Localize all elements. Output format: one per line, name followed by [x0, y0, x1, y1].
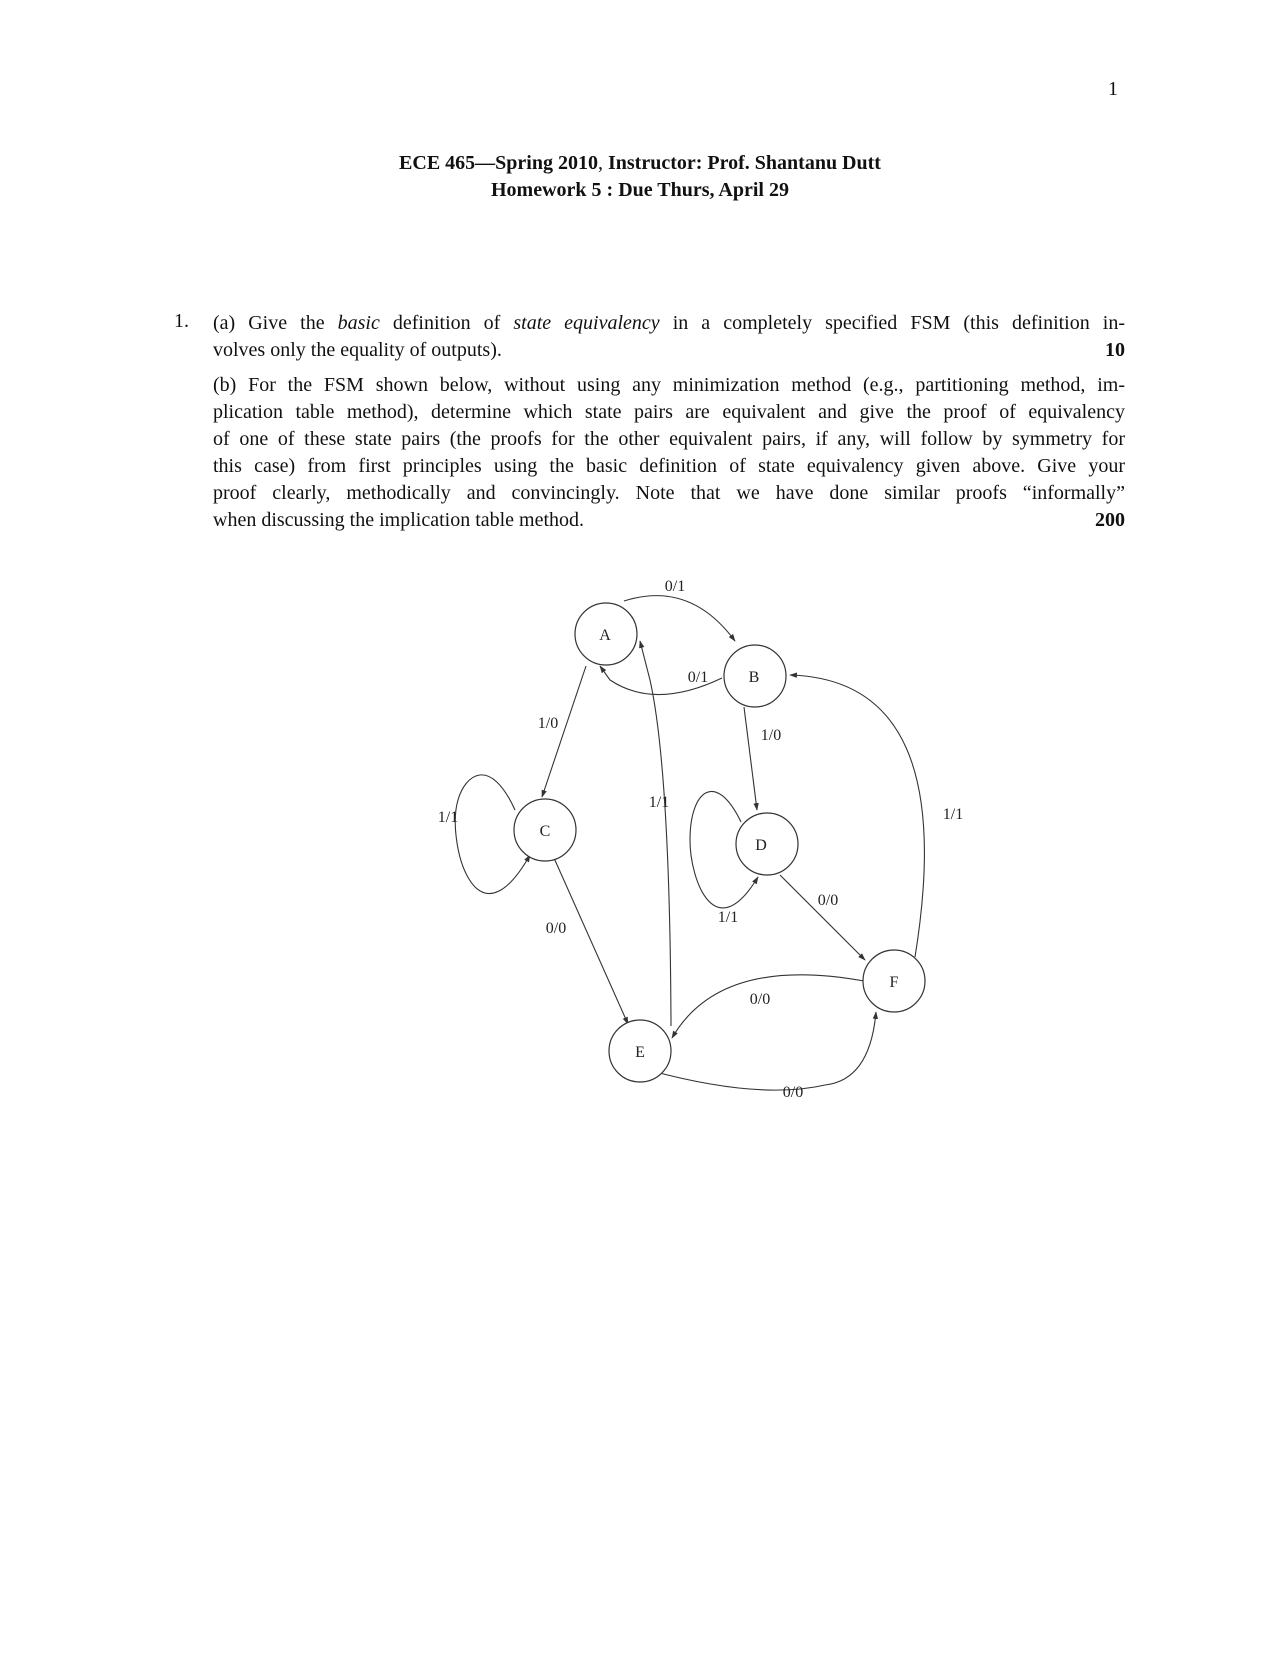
part-b-line: proof clearly, methodically and convincingly. Note that we have done similar proofs “informally”	[213, 482, 1125, 504]
part-b-line: this case) from first principles using the basic definition of state equivalency given above. Give your	[213, 455, 1125, 477]
homework-title: Homework 5 : Due Thurs, April 29	[491, 179, 789, 201]
edge-e-to-a	[640, 641, 671, 1026]
edge-b-to-d	[744, 707, 757, 810]
state-label-d: D	[755, 837, 767, 854]
state-label-a: A	[599, 627, 611, 644]
edge-label-a-to-b: 0/1	[664, 578, 686, 595]
edge-label-d-to-f: 0/0	[817, 892, 839, 909]
part-a-line-2-text: volves only the equality of outputs).	[213, 339, 502, 361]
edge-c-to-e	[554, 858, 628, 1024]
part-b-line: of one of these state pairs (the proofs for the other equivalent pairs, if any, will follow by symmetry for	[213, 428, 1125, 450]
state-label-e: E	[635, 1044, 645, 1061]
course-title: ECE 465—Spring 2010	[399, 152, 598, 174]
part-b-marks: 200	[1095, 509, 1125, 531]
edge-label-a-to-c: 1/0	[537, 715, 559, 732]
edge-label-c-self: 1/1	[437, 809, 459, 826]
part-a-italic-state-equivalency: state equivalency	[513, 312, 660, 334]
part-a-mid: definition of	[379, 312, 514, 334]
part-a-italic-basic: basic	[337, 312, 380, 334]
edge-label-f-to-e: 0/0	[749, 991, 771, 1008]
state-node-d	[736, 813, 798, 875]
part-b-last-line-text: when discussing the implication table method.	[213, 509, 585, 531]
instructor-name: Instructor: Prof. Shantanu Dutt	[607, 152, 881, 174]
state-label-f: F	[889, 974, 899, 991]
state-label-b: B	[748, 669, 760, 686]
question-number: 1.	[174, 310, 189, 332]
edge-label-b-to-a: 0/1	[687, 669, 709, 686]
part-b-line: plication table method), determine which state pairs are equivalent and give the proof of equivalency	[213, 401, 1125, 423]
header-separator: ,	[597, 152, 608, 174]
edge-label-f-to-b: 1/1	[942, 806, 964, 823]
edge-d-to-f	[780, 875, 865, 960]
part-a-marks: 10	[1105, 339, 1125, 361]
part-a-prefix: (a) Give the	[213, 312, 338, 334]
edge-a-to-b	[624, 596, 735, 641]
page-number: 1	[1108, 78, 1118, 100]
state-label-c: C	[539, 823, 551, 840]
edge-label-d-self: 1/1	[717, 909, 739, 926]
part-b-line: (b) For the FSM shown below, without using any minimization method (e.g., partitioning method, im-	[213, 374, 1125, 396]
edge-e-to-f	[652, 1012, 876, 1090]
part-a-rest: in a completely specified FSM (this definition in-	[659, 312, 1125, 334]
edge-label-b-to-d: 1/0	[760, 727, 782, 744]
edge-label-c-to-e: 0/0	[545, 920, 567, 937]
edge-f-to-b	[790, 675, 924, 957]
edge-label-e-to-f: 0/0	[782, 1084, 804, 1101]
edge-label-e-to-a: 1/1	[648, 794, 670, 811]
